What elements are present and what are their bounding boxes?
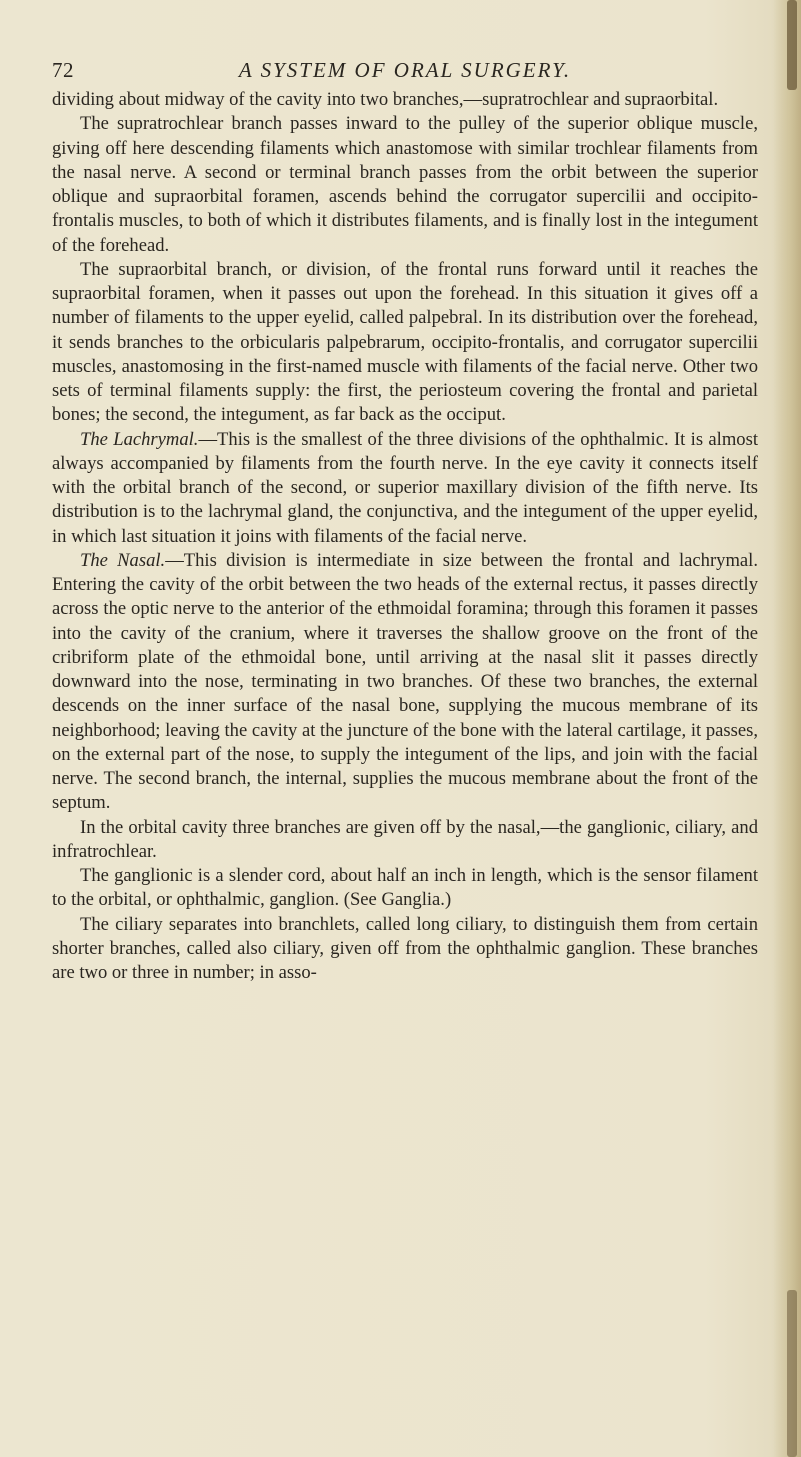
page-number: 72 bbox=[52, 58, 74, 82]
paragraph bbox=[52, 816, 758, 865]
binding-mark bbox=[787, 1290, 797, 1457]
paragraph bbox=[52, 864, 758, 913]
paragraph-text: —This division is intermediate in size between the frontal and lachrymal. Entering the cavity of the orbit between the two heads of the external rectus, it passes directly across the optic nerve to the anterior of the ethmoidal foramina; through this foramen it passes into the cavity of the cranium, where it traverses the shallow groove on the front of the cribriform plate of the ethmoidal bone, until arriving at the nasal slit it passes directly downward into the nose, terminating in two branches. Of these two branches, the external descends on the inner surface of the nasal bone, supplying the mucous membrane of its neighborhood; leaving the cavity at the juncture of the bone with the lateral cartilage, it passes, on the external part of the nose, to supply the integument of the lips, and join with the facial nerve. The second branch, the internal, supplies the mucous membrane about the front of the septum. bbox=[52, 549, 758, 814]
paragraph-text: In the orbital cavity three branches are given off by the nasal,—the ganglionic, ciliary, and infratrochlear. bbox=[52, 816, 758, 862]
paragraph-text: The ganglionic is a slender cord, about half an inch in length, which is the sensor filament to the orbital, or ophthalmic, ganglion. (See Ganglia.) bbox=[52, 865, 758, 911]
paragraph-text: —This is the smallest of the three divisions of the ophthalmic. It is almost always accompanied by filaments from the fourth nerve. In the eye cavity it connects itself with the orbital branch of the second, or superior maxillary division of the fifth nerve. Its distribution is to the lachrymal gland, the conjunctiva, and the integument of the upper eyelid, in which last situation it joins with filaments of the facial nerve. bbox=[52, 428, 758, 547]
paragraph bbox=[52, 258, 758, 428]
paragraph bbox=[52, 112, 758, 258]
paragraph bbox=[52, 549, 758, 816]
paragraph-text: dividing about midway of the cavity into two branches,—supratrochlear and supraorbital. bbox=[52, 89, 719, 110]
binding-mark bbox=[787, 0, 797, 90]
paragraph bbox=[52, 913, 758, 986]
page-header bbox=[52, 58, 758, 88]
paragraph-text: The supratrochlear branch passes inward to the pulley of the superior oblique muscle, giving off here descending filaments which anastomose with similar trochlear filaments from the nasal nerve. A second or terminal branch passes from the orbit between the superior oblique and supraorbital foramen, ascends behind the corrugator supercilii and occipito-frontalis muscles, to both of which it distributes filaments, and is finally lost in the integument of the forehead. bbox=[52, 113, 758, 256]
paragraph-lead: The Nasal. bbox=[80, 549, 166, 571]
body-text bbox=[52, 88, 758, 985]
paragraph-text: The supraorbital branch, or division, of the frontal runs forward until it reaches the supraorbital foramen, when it passes out upon the forehead. In this situation it gives off a number of filaments to the upper eyelid, called palpebral. In its distribution over the forehead, it sends branches to the orbicularis palpebrarum, occipito-frontalis, and corrugator supercilii muscles, anastomosing in the first-named muscle with filaments of the facial nerve. Other two sets of terminal filaments supply: the first, the periosteum covering the frontal and parietal bones; the second, the integument, as far back as the occiput. bbox=[52, 258, 758, 426]
paragraph-text: The ciliary separates into branchlets, called long ciliary, to distinguish them from certain shorter branches, called also ciliary, given off from the ophthalmic ganglion. These branches are two or three in number; in asso- bbox=[52, 913, 758, 983]
paragraph-lead: The Lachrymal. bbox=[80, 428, 199, 450]
page-edge-shadow bbox=[773, 0, 801, 1457]
paragraph bbox=[52, 88, 758, 112]
paragraph bbox=[52, 428, 758, 549]
running-head: A SYSTEM OF ORAL SURGERY. bbox=[238, 58, 572, 82]
